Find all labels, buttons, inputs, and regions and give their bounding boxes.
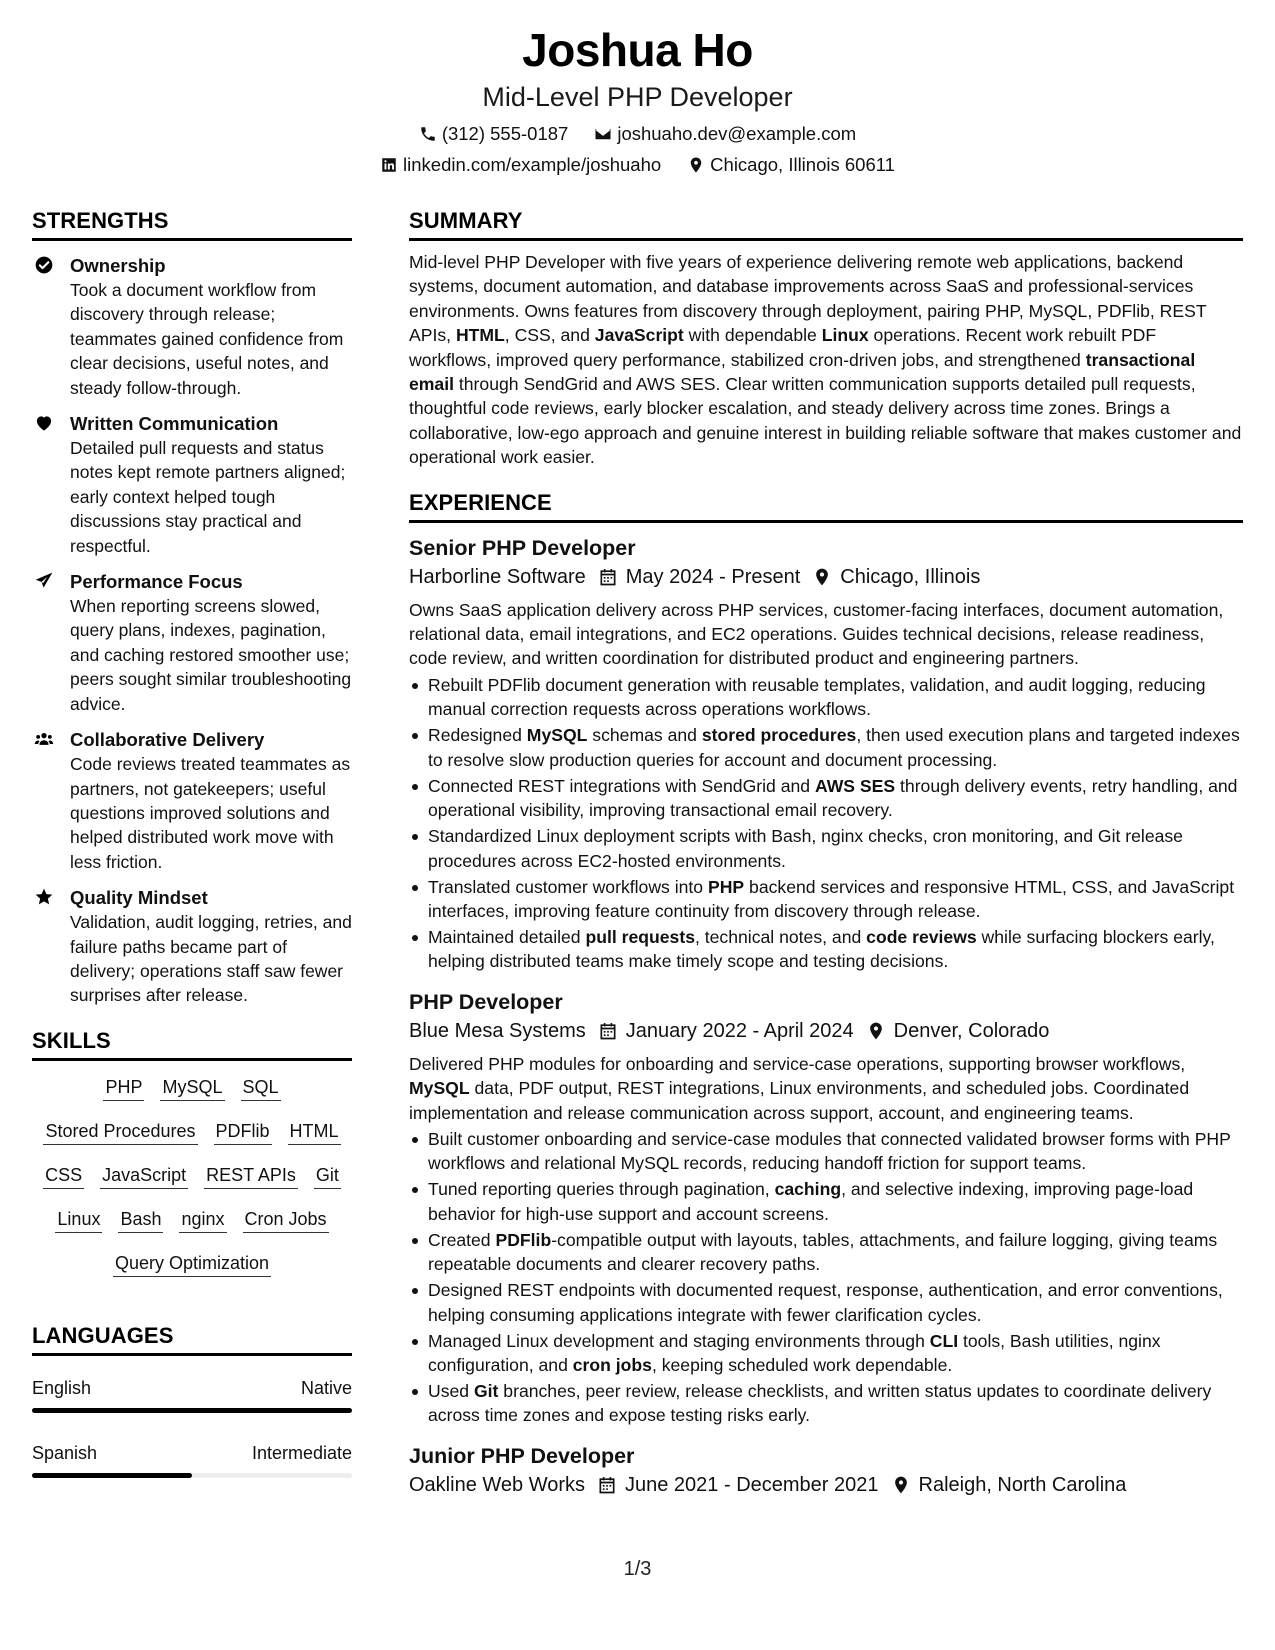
job-entry bbox=[409, 534, 1243, 974]
linkedin-icon bbox=[380, 156, 398, 174]
contact-line-1 bbox=[0, 122, 1275, 146]
left-column bbox=[32, 208, 352, 1506]
strengths-heading: STRENGTHS bbox=[32, 208, 352, 241]
map-pin-icon bbox=[687, 156, 705, 174]
strength-title: Written Communication bbox=[70, 413, 279, 435]
skill-tag: Linux bbox=[55, 1207, 102, 1233]
strength-item bbox=[32, 411, 352, 558]
skill-tag: Stored Procedures bbox=[43, 1119, 197, 1145]
strength-item bbox=[32, 569, 352, 716]
job-bullet: Translated customer workflows into PHP backend services and responsive HTML, CSS, and JavaScript interfaces, improving feature continuity from discovery through release. bbox=[409, 875, 1243, 924]
language-item bbox=[32, 1376, 352, 1413]
job-description: Delivered PHP modules for onboarding and service-case operations, supporting browser workflows, MySQL data, PDF output, REST integrations, Linux environments, and scheduled jobs. Coordinated implementation and release communication across support, account, and engineering teams. bbox=[409, 1053, 1190, 1123]
job-company: Oakline Web Works bbox=[409, 1473, 585, 1496]
candidate-role: Mid-Level PHP Developer bbox=[482, 82, 793, 112]
linkedin-text[interactable]: linkedin.com/example/joshuaho bbox=[403, 154, 662, 175]
skill-tag: PDFlib bbox=[214, 1119, 272, 1145]
phone-contact bbox=[419, 122, 569, 146]
language-name: Spanish bbox=[32, 1442, 98, 1463]
strength-title: Collaborative Delivery bbox=[70, 729, 265, 751]
languages-heading: LANGUAGES bbox=[32, 1323, 352, 1356]
job-bullet: Used Git branches, peer review, release checklists, and written status updates to coordinate delivery across time zones and expose testing risks early. bbox=[409, 1379, 1243, 1428]
job-description: Owns SaaS application delivery across PHP services, customer-facing interfaces, document automation, relational data, email integrations, and EC2 operations. Guides technical decisions, release readiness, code review, and written coordination for distributed product and engineering partners. bbox=[409, 599, 1224, 669]
skill-tag: SQL bbox=[241, 1075, 281, 1101]
skills-heading: SKILLS bbox=[32, 1028, 352, 1061]
strength-item bbox=[32, 253, 352, 400]
calendar-icon bbox=[597, 1475, 617, 1495]
job-bullet: Connected REST integrations with SendGrid and AWS SES through delivery events, retry handling, and operational visibility, improving transactional email recovery. bbox=[409, 774, 1243, 823]
language-proficiency-fill bbox=[32, 1408, 352, 1413]
job-bullet: Created PDFlib-compatible output with layouts, tables, attachments, and failure logging, giving teams repeatable documents and clearer recovery paths. bbox=[409, 1228, 1243, 1277]
location-contact bbox=[687, 153, 895, 177]
job-title: Junior PHP Developer bbox=[409, 1443, 635, 1468]
job-bullet: Standardized Linux deployment scripts with Bash, nginx checks, cron monitoring, and Git release procedures across EC2-hosted environments. bbox=[409, 824, 1243, 873]
job-entry bbox=[409, 1442, 1243, 1499]
map-pin-icon bbox=[812, 567, 832, 587]
skill-tag: nginx bbox=[179, 1207, 226, 1233]
strength-description: Code reviews treated teammates as partners, not gatekeepers; useful questions improved solutions and helped distributed work move with less friction. bbox=[70, 754, 351, 872]
language-proficiency-bar bbox=[32, 1473, 352, 1478]
strength-body bbox=[70, 253, 352, 400]
strength-title: Quality Mindset bbox=[70, 887, 208, 909]
skill-row bbox=[32, 1163, 352, 1189]
candidate-name: Joshua Ho bbox=[522, 24, 753, 76]
envelope-icon bbox=[594, 125, 612, 143]
strength-body bbox=[70, 885, 352, 1008]
skill-row bbox=[32, 1207, 352, 1233]
map-pin-icon bbox=[866, 1021, 886, 1041]
strength-body bbox=[70, 727, 352, 874]
experience-heading: EXPERIENCE bbox=[409, 490, 1243, 523]
calendar-icon bbox=[598, 1021, 618, 1041]
skill-row bbox=[32, 1075, 352, 1101]
language-proficiency-bar bbox=[32, 1408, 352, 1413]
strength-description: When reporting screens slowed, query plans, indexes, pagination, and caching restored smoother use; peers sought similar troubleshooting advice. bbox=[70, 596, 352, 714]
strengths-list bbox=[32, 253, 352, 1008]
skill-row bbox=[32, 1119, 352, 1145]
job-title: PHP Developer bbox=[409, 989, 563, 1014]
skill-tag: JavaScript bbox=[100, 1163, 188, 1189]
job-company: Harborline Software bbox=[409, 565, 586, 588]
strength-item bbox=[32, 885, 352, 1008]
strength-item bbox=[32, 727, 352, 874]
experience-section bbox=[409, 490, 1243, 1499]
phone-icon bbox=[419, 125, 437, 143]
job-location: Raleigh, North Carolina bbox=[918, 1473, 1127, 1496]
job-bullet: Tuned reporting queries through pagination, caching, and selective indexing, improving page-load behavior for high-use support and account screens. bbox=[409, 1177, 1243, 1226]
phone-text: (312) 555-0187 bbox=[441, 123, 569, 144]
skill-tag: Bash bbox=[118, 1207, 163, 1233]
strength-description: Validation, audit logging, retries, and failure paths became part of delivery; operations staff saw fewer surprises after release. bbox=[70, 912, 352, 1006]
job-meta bbox=[409, 563, 1243, 591]
job-bullet: Rebuilt PDFlib document generation with reusable templates, validation, and audit logging, reducing manual correction requests across operations workflows. bbox=[409, 673, 1243, 722]
job-title: Senior PHP Developer bbox=[409, 535, 636, 560]
calendar-icon bbox=[598, 567, 618, 587]
star-icon bbox=[32, 885, 70, 1008]
job-location: Denver, Colorado bbox=[893, 1019, 1050, 1042]
strength-body bbox=[70, 569, 352, 716]
jobs-list bbox=[409, 534, 1243, 1499]
language-row bbox=[32, 1441, 352, 1465]
job-company: Blue Mesa Systems bbox=[409, 1019, 586, 1042]
resume-header bbox=[0, 22, 1275, 177]
location-text: Chicago, Illinois 60611 bbox=[710, 154, 895, 175]
job-bullet: Managed Linux development and staging environments through CLI tools, Bash utilities, nginx configuration, and cron jobs, keeping scheduled work dependable. bbox=[409, 1329, 1243, 1378]
job-dates: January 2022 - April 2024 bbox=[625, 1019, 854, 1042]
skill-row bbox=[32, 1251, 352, 1277]
strength-title: Performance Focus bbox=[70, 571, 243, 593]
skill-tag: CSS bbox=[43, 1163, 84, 1189]
strength-description: Detailed pull requests and status notes kept remote partners aligned; early context helped tough discussions stay practical and respectful. bbox=[70, 438, 346, 556]
strength-title: Ownership bbox=[70, 255, 166, 276]
job-bullets bbox=[409, 1127, 1243, 1428]
skill-tag: Query Optimization bbox=[113, 1251, 271, 1277]
language-level: Intermediate bbox=[251, 1442, 352, 1463]
summary-text: Mid-level PHP Developer with five years of experience delivering remote web applications, backend systems, document automation, and database improvements across SaaS and professional-services environments. Owns features from discovery through deployment, pairing PHP, MySQL, PDFlib, REST APIs, HTML, CSS, and JavaScript with dependable Linux operations. Recent work rebuilt PDF workflows, improved query performance, stabilized cron-driven jobs, and strengthened transactional email through SendGrid and AWS SES. Clear written communication supports detailed pull requests, thoughtful code reviews, early blocker escalation, and steady delivery across time zones. Brings a collaborative, low-ego approach and genuine interest in building reliable software that makes customer and operational work easier. bbox=[409, 252, 1242, 468]
language-proficiency-fill bbox=[32, 1473, 192, 1478]
skills-list bbox=[32, 1075, 352, 1277]
language-row bbox=[32, 1376, 352, 1400]
job-dates: May 2024 - Present bbox=[625, 565, 801, 588]
language-name: English bbox=[32, 1377, 92, 1398]
job-meta bbox=[409, 1471, 1243, 1499]
skill-tag: REST APIs bbox=[204, 1163, 298, 1189]
heart-icon bbox=[32, 411, 70, 558]
summary-heading: SUMMARY bbox=[409, 208, 1243, 241]
language-item bbox=[32, 1441, 352, 1478]
job-dates: June 2021 - December 2021 bbox=[625, 1473, 879, 1496]
job-bullet: Designed REST endpoints with documented request, response, authentication, and error conventions, helping consuming applications integrate with fewer clarification cycles. bbox=[409, 1278, 1243, 1327]
skill-tag: PHP bbox=[103, 1075, 144, 1101]
paper-plane-icon bbox=[32, 569, 70, 716]
right-column bbox=[409, 208, 1243, 1499]
job-bullets bbox=[409, 673, 1243, 974]
languages-list bbox=[32, 1376, 352, 1478]
strength-description: Took a document workflow from discovery through release; teammates gained confidence from clear decisions, useful notes, and steady follow-through. bbox=[70, 280, 344, 398]
page-number: 1/3 bbox=[623, 1558, 652, 1580]
job-bullet: Maintained detailed pull requests, technical notes, and code reviews while surfacing blockers early, helping distributed teams make timely scope and testing decisions. bbox=[409, 925, 1243, 974]
skill-tag: Cron Jobs bbox=[243, 1207, 329, 1233]
linkedin-contact[interactable] bbox=[380, 153, 661, 177]
contact-line-2 bbox=[0, 153, 1275, 177]
job-entry bbox=[409, 988, 1243, 1428]
email-text[interactable]: joshuaho.dev@example.com bbox=[617, 123, 857, 144]
job-meta bbox=[409, 1017, 1243, 1045]
skill-tag: MySQL bbox=[160, 1075, 224, 1101]
language-level: Native bbox=[300, 1377, 352, 1398]
job-bullet: Redesigned MySQL schemas and stored procedures, then used execution plans and targeted indexes to resolve slow production queries for account and document processing. bbox=[409, 723, 1243, 772]
map-pin-icon bbox=[891, 1475, 911, 1495]
check-circle-icon bbox=[32, 253, 70, 400]
strength-body bbox=[70, 411, 352, 558]
email-contact[interactable] bbox=[594, 122, 856, 146]
job-location: Chicago, Illinois bbox=[840, 565, 981, 588]
skill-tag: HTML bbox=[288, 1119, 341, 1145]
job-bullet: Built customer onboarding and service-case modules that connected validated browser forms with PHP workflows and relational MySQL records, reducing handoff friction for support teams. bbox=[409, 1127, 1243, 1176]
users-icon bbox=[32, 727, 70, 874]
skill-tag: Git bbox=[314, 1163, 341, 1189]
